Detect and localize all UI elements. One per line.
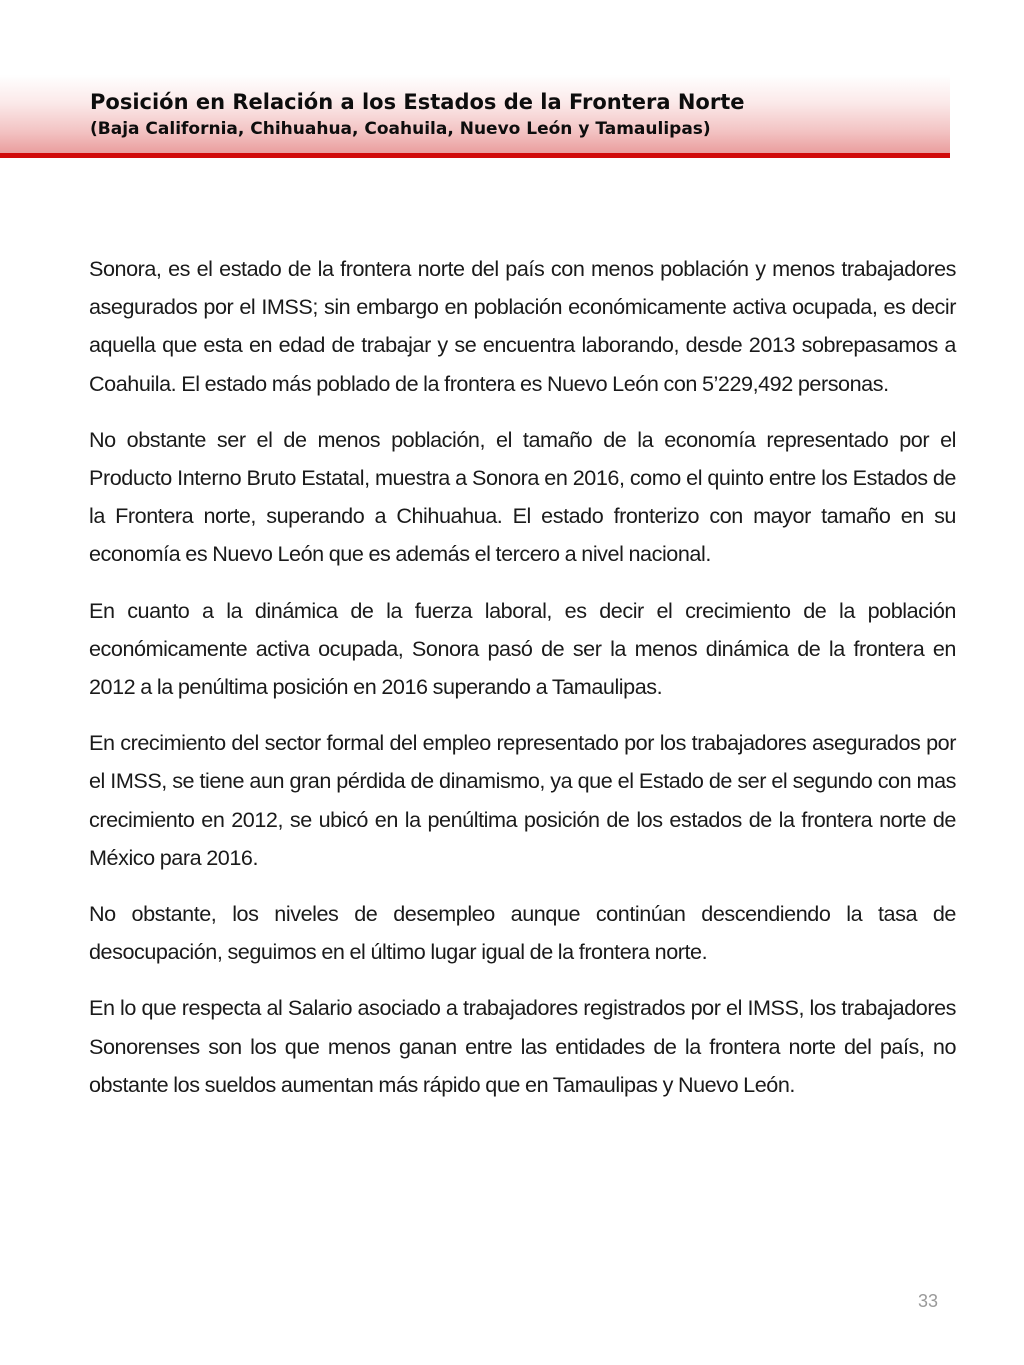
page-number: 33	[917, 1291, 938, 1311]
page-subtitle: (Baja California, Chihuahua, Coahuila, Nuevo León y Tamaulipas)	[90, 119, 711, 139]
paragraph-unemployment: No obstante, los niveles de desempleo aunque continúan descendiendo la tasa de desocupación, seguimos en el último lugar igual de la frontera norte.	[89, 901, 956, 965]
paragraph-salary: En lo que respecta al Salario asociado a trabajadores registrados por el IMSS, los trabajadores Sonorenses son los que menos ganan entre las entidades de la frontera norte del país, no obstante los sueldos aumentan más rápido que en Tamaulipas y Nuevo León.	[89, 995, 956, 1097]
paragraph-labor-force: En cuanto a la dinámica de la fuerza laboral, es decir el crecimiento de la población económicamente activa ocupada, Sonora pasó de ser la menos dinámica de la frontera en 2012 a la penúltima posición en 2016 superando a Tamaulipas.	[89, 597, 956, 700]
paragraph-population: Sonora, es el estado de la frontera norte del país con menos población y menos trabajadores asegurados por el IMSS; sin embargo en población económicamente activa ocupada, es decir aquella que esta en edad de trabajar y se encuentra laborando, desde 2013 sobrepasamos a Coahuila. El estado más poblado de la frontera es Nuevo León con 5’229,492 personas.	[89, 256, 956, 396]
header-accent-rule	[0, 153, 950, 158]
body-text	[89, 250, 956, 1122]
paragraph-economy: No obstante ser el de menos población, el tamaño de la economía representado por el Producto Interno Bruto Estatal, muestra a Sonora en 2016, como el quinto entre los Estados de la Frontera norte, superando a Chihuahua. El estado fronterizo con mayor tamaño en su economía es Nuevo León que es además el tercero a nivel nacional.	[89, 426, 956, 567]
page-title: Posición en Relación a los Estados de la Frontera Norte	[90, 90, 745, 114]
paragraph-formal-employment: En crecimiento del sector formal del empleo representado por los trabajadores asegurados por el IMSS, se tiene aun gran pérdida de dinamismo, ya que el Estado de ser el segundo con mas crecimiento en 2012, se ubicó en la penúltima posición de los estados de la frontera norte de México para 2016.	[89, 730, 956, 870]
header-band	[0, 75, 950, 155]
